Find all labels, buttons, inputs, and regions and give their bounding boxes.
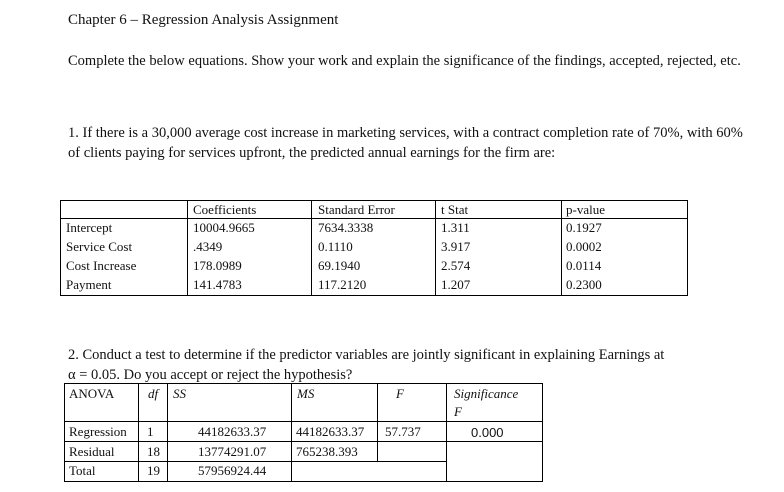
coefficient-value: 141.4783 — [193, 277, 242, 292]
column-divider — [377, 384, 378, 461]
column-divider — [167, 384, 168, 481]
t-stat-value: 1.207 — [441, 277, 471, 292]
f-value: 57.737 — [385, 424, 421, 439]
p-value: 0.1927 — [566, 220, 602, 235]
standard-error-value: 0.1110 — [318, 239, 353, 254]
ms-value: 765238.393 — [296, 444, 358, 459]
regression-table — [60, 200, 688, 296]
header-standard-error: Standard Error — [318, 202, 395, 217]
column-divider — [311, 201, 312, 295]
t-stat-value: 2.574 — [441, 258, 471, 273]
row-label: Regression — [69, 424, 127, 439]
header-significance: Significance — [454, 386, 519, 401]
column-divider — [138, 384, 139, 481]
p-value: 0.0002 — [566, 239, 602, 254]
column-divider — [187, 201, 188, 295]
column-divider — [446, 384, 447, 481]
df-value: 19 — [147, 463, 160, 478]
header-f: F — [396, 386, 404, 401]
page-title: Chapter 6 – Regression Analysis Assignment — [68, 12, 339, 28]
header-t-stat: t Stat — [441, 202, 469, 217]
header-significance-f: F — [454, 404, 462, 419]
row-label: Total — [69, 463, 96, 478]
ss-value: 44182633.37 — [198, 424, 267, 439]
anova-table — [64, 383, 543, 482]
header-p-value: p-value — [566, 202, 605, 217]
p-value: 0.2300 — [566, 277, 602, 292]
t-stat-value: 1.311 — [441, 220, 470, 235]
question-1: 1. If there is a 30,000 average cost increase in marketing services, with a contract completion rate of 70%, with 60% of clients paying for services upfront, the predicted annual earnings for the firm are: — [68, 125, 743, 161]
header-ss: SS — [173, 386, 186, 401]
row-label: Residual — [69, 444, 115, 459]
question-2: 2. Conduct a test to determine if the predictor variables are jointly significant in explaining Earnings at α = 0.05. Do you accept or reject the hypothesis? — [68, 347, 665, 383]
standard-error-value: 7634.3338 — [318, 220, 374, 235]
header-df: df — [148, 386, 159, 401]
coefficient-value: 10004.9665 — [193, 220, 255, 235]
p-value: 0.0114 — [566, 258, 602, 273]
header-coefficients: Coefficients — [193, 202, 257, 217]
df-value: 18 — [147, 444, 160, 459]
column-divider — [435, 201, 436, 295]
t-stat-value: 3.917 — [441, 239, 471, 254]
coefficient-value: 178.0989 — [193, 258, 242, 273]
ss-value: 57956924.44 — [198, 463, 267, 478]
significance-value: 0.000 — [471, 425, 504, 440]
row-label: Cost Increase — [66, 258, 137, 273]
ms-value: 44182633.37 — [296, 424, 365, 439]
coefficient-value: .4349 — [193, 239, 223, 254]
instructions: Complete the below equations. Show your work and explain the significance of the findings, accepted, rejected, etc. — [68, 53, 741, 69]
header-ms: MS — [297, 386, 315, 401]
column-divider — [291, 384, 292, 481]
df-value: 1 — [147, 424, 154, 439]
row-label: Service Cost — [66, 239, 133, 254]
row-label: Intercept — [66, 220, 113, 235]
standard-error-value: 117.2120 — [318, 277, 367, 292]
anova-header-label: ANOVA — [69, 386, 115, 401]
column-divider — [561, 201, 562, 295]
standard-error-value: 69.1940 — [318, 258, 361, 273]
ss-value: 13774291.07 — [198, 444, 267, 459]
row-label: Payment — [66, 277, 112, 292]
